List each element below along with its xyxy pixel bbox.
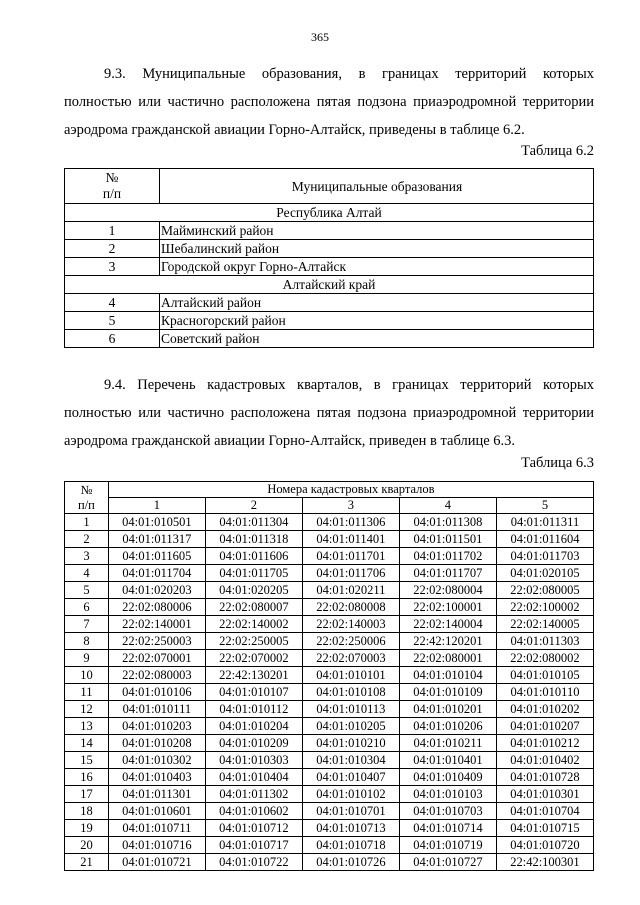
cadastral-number-cell: 04:01:011302 bbox=[205, 786, 302, 803]
cadastral-number-cell: 04:01:010303 bbox=[205, 752, 302, 769]
cadastral-number-cell: 04:01:010712 bbox=[205, 820, 302, 837]
cadastral-number-cell: 04:01:010108 bbox=[302, 684, 399, 701]
paragraph-line: полностью или частично расположена пятая подзона приаэродромной территории bbox=[64, 94, 594, 110]
cadastral-number-cell: 22:02:080005 bbox=[496, 582, 593, 599]
cadastral-number-cell: 22:02:080007 bbox=[205, 599, 302, 616]
municipality-name-cell: Шебалинский район bbox=[160, 240, 594, 258]
row-number-cell: 3 bbox=[65, 258, 160, 276]
cadastral-number-cell: 04:01:010109 bbox=[399, 684, 496, 701]
cadastral-number-cell: 04:01:011301 bbox=[108, 786, 205, 803]
cadastral-quarters-table bbox=[64, 481, 594, 871]
cadastral-number-cell: 04:01:010212 bbox=[496, 735, 593, 752]
table-row bbox=[65, 803, 594, 820]
cadastral-number-cell: 04:01:011704 bbox=[108, 565, 205, 582]
table-row bbox=[65, 582, 594, 599]
municipality-name-cell: Алтайский район bbox=[160, 294, 594, 312]
municipalities-table bbox=[64, 168, 594, 348]
section-9-3-paragraph bbox=[64, 60, 594, 144]
row-number-cell: 2 bbox=[65, 240, 160, 258]
row-number-cell: 14 bbox=[65, 735, 109, 752]
cadastral-number-cell: 04:01:010717 bbox=[205, 837, 302, 854]
row-number-cell: 4 bbox=[65, 565, 109, 582]
row-number-cell: 9 bbox=[65, 650, 109, 667]
cadastral-number-cell: 04:01:010727 bbox=[399, 854, 496, 871]
cadastral-number-cell: 04:01:011317 bbox=[108, 531, 205, 548]
cadastral-number-cell: 22:02:250006 bbox=[302, 633, 399, 650]
table-row bbox=[65, 718, 594, 735]
row-number-cell: 17 bbox=[65, 786, 109, 803]
row-number-cell: 1 bbox=[65, 514, 109, 531]
cadastral-number-cell: 22:02:100002 bbox=[496, 599, 593, 616]
cadastral-number-cell: 04:01:010102 bbox=[302, 786, 399, 803]
cadastral-number-cell: 04:01:010104 bbox=[399, 667, 496, 684]
region-cell: Республика Алтай bbox=[65, 204, 594, 222]
table-row bbox=[65, 330, 594, 348]
table-row bbox=[65, 854, 594, 871]
cadastral-number-cell: 04:01:011501 bbox=[399, 531, 496, 548]
cadastral-number-cell: 04:01:010206 bbox=[399, 718, 496, 735]
cadastral-number-cell: 22:42:100301 bbox=[496, 854, 593, 871]
row-number-cell: 1 bbox=[65, 222, 160, 240]
cadastral-number-cell: 04:01:011303 bbox=[496, 633, 593, 650]
section-9-4-paragraph bbox=[64, 371, 594, 455]
cadastral-number-cell: 04:01:020211 bbox=[302, 582, 399, 599]
row-number-cell: 6 bbox=[65, 599, 109, 616]
municipality-name-cell: Красногорский район bbox=[160, 312, 594, 330]
cadastral-number-cell: 04:01:010301 bbox=[496, 786, 593, 803]
paragraph-line: аэродрома гражданской авиации Горно-Алтайск, приведен в таблице 6.3. bbox=[64, 433, 516, 449]
cadastral-number-cell: 22:02:140005 bbox=[496, 616, 593, 633]
cadastral-number-cell: 04:01:010204 bbox=[205, 718, 302, 735]
paragraph-line: 9.4. Перечень кадастровых кварталов, в границах территорий которых bbox=[104, 377, 594, 393]
table-row bbox=[65, 667, 594, 684]
cadastral-number-cell: 04:01:010201 bbox=[399, 701, 496, 718]
cadastral-number-cell: 04:01:011401 bbox=[302, 531, 399, 548]
cadastral-number-cell: 22:02:080008 bbox=[302, 599, 399, 616]
row-number-cell: 15 bbox=[65, 752, 109, 769]
paragraph-line: полностью или частично расположена пятая подзона приаэродромной территории bbox=[64, 405, 594, 421]
cadastral-number-cell: 22:02:140001 bbox=[108, 616, 205, 633]
table-row bbox=[65, 548, 594, 565]
column-number-cell: 5 bbox=[496, 498, 593, 514]
cadastral-number-cell: 04:01:010404 bbox=[205, 769, 302, 786]
cadastral-number-cell: 22:02:070003 bbox=[302, 650, 399, 667]
table-row bbox=[65, 599, 594, 616]
cadastral-number-cell: 04:01:010722 bbox=[205, 854, 302, 871]
cadastral-number-cell: 04:01:010207 bbox=[496, 718, 593, 735]
table-row bbox=[65, 258, 594, 276]
table-row bbox=[65, 616, 594, 633]
cadastral-number-cell: 04:01:011701 bbox=[302, 548, 399, 565]
cadastral-number-cell: 04:01:011706 bbox=[302, 565, 399, 582]
cadastral-number-cell: 22:42:130201 bbox=[205, 667, 302, 684]
column-number-row bbox=[65, 498, 594, 514]
table-header-row bbox=[65, 169, 594, 204]
table-row bbox=[65, 735, 594, 752]
table-row bbox=[65, 769, 594, 786]
table-row bbox=[65, 240, 594, 258]
cadastral-number-cell: 04:01:010720 bbox=[496, 837, 593, 854]
cadastral-number-cell: 04:01:010111 bbox=[108, 701, 205, 718]
cadastral-number-cell: 04:01:011604 bbox=[496, 531, 593, 548]
header-title-cell: Номера кадастровых кварталов bbox=[108, 482, 593, 498]
table-row bbox=[65, 786, 594, 803]
cadastral-number-cell: 04:01:010728 bbox=[496, 769, 593, 786]
column-number-cell: 4 bbox=[399, 498, 496, 514]
page-number: 365 bbox=[311, 30, 329, 44]
row-number-cell: 4 bbox=[65, 294, 160, 312]
row-number-cell: 8 bbox=[65, 633, 109, 650]
table-header-row bbox=[65, 482, 594, 498]
table-row bbox=[65, 752, 594, 769]
cadastral-number-cell: 04:01:010210 bbox=[302, 735, 399, 752]
row-number-cell: 10 bbox=[65, 667, 109, 684]
row-number-cell: 2 bbox=[65, 531, 109, 548]
cadastral-number-cell: 04:01:010407 bbox=[302, 769, 399, 786]
cadastral-number-cell: 04:01:010711 bbox=[108, 820, 205, 837]
row-number-cell: 20 bbox=[65, 837, 109, 854]
cadastral-number-cell: 04:01:010601 bbox=[108, 803, 205, 820]
cadastral-number-cell: 04:01:010716 bbox=[108, 837, 205, 854]
cadastral-number-cell: 04:01:010101 bbox=[302, 667, 399, 684]
cadastral-number-cell: 04:01:011605 bbox=[108, 548, 205, 565]
cadastral-number-cell: 04:01:020205 bbox=[205, 582, 302, 599]
table-row bbox=[65, 312, 594, 330]
table-6-3-caption: Таблица 6.3 bbox=[521, 455, 594, 471]
cadastral-number-cell: 22:02:080004 bbox=[399, 582, 496, 599]
cadastral-number-cell: 04:01:010103 bbox=[399, 786, 496, 803]
table-row bbox=[65, 837, 594, 854]
cadastral-number-cell: 22:02:080006 bbox=[108, 599, 205, 616]
cadastral-number-cell: 04:01:011703 bbox=[496, 548, 593, 565]
cadastral-number-cell: 22:02:250003 bbox=[108, 633, 205, 650]
row-number-cell: 3 bbox=[65, 548, 109, 565]
row-number-cell: 21 bbox=[65, 854, 109, 871]
table-row bbox=[65, 294, 594, 312]
cadastral-number-cell: 04:01:010211 bbox=[399, 735, 496, 752]
cadastral-number-cell: 04:01:020105 bbox=[496, 565, 593, 582]
header-name-cell: Муниципальные образования bbox=[160, 169, 594, 204]
table-row bbox=[65, 633, 594, 650]
cadastral-number-cell: 22:02:080001 bbox=[399, 650, 496, 667]
cadastral-number-cell: 04:01:010715 bbox=[496, 820, 593, 837]
cadastral-number-cell: 22:42:120201 bbox=[399, 633, 496, 650]
cadastral-number-cell: 04:01:010703 bbox=[399, 803, 496, 820]
cadastral-number-cell: 22:02:080003 bbox=[108, 667, 205, 684]
cadastral-number-cell: 22:02:250005 bbox=[205, 633, 302, 650]
cadastral-number-cell: 04:01:010304 bbox=[302, 752, 399, 769]
cadastral-number-cell: 04:01:010113 bbox=[302, 701, 399, 718]
cadastral-number-cell: 04:01:011318 bbox=[205, 531, 302, 548]
cadastral-number-cell: 04:01:010402 bbox=[496, 752, 593, 769]
cadastral-number-cell: 04:01:010205 bbox=[302, 718, 399, 735]
cadastral-number-cell: 04:01:010718 bbox=[302, 837, 399, 854]
cadastral-number-cell: 22:02:140003 bbox=[302, 616, 399, 633]
region-row bbox=[65, 204, 594, 222]
cadastral-number-cell: 04:01:010202 bbox=[496, 701, 593, 718]
cadastral-number-cell: 22:02:140002 bbox=[205, 616, 302, 633]
row-number-cell: 13 bbox=[65, 718, 109, 735]
cadastral-number-cell: 04:01:010110 bbox=[496, 684, 593, 701]
cadastral-number-cell: 04:01:010203 bbox=[108, 718, 205, 735]
cadastral-number-cell: 04:01:010106 bbox=[108, 684, 205, 701]
cadastral-number-cell: 04:01:010401 bbox=[399, 752, 496, 769]
cadastral-number-cell: 04:01:010704 bbox=[496, 803, 593, 820]
table-row bbox=[65, 565, 594, 582]
table-row bbox=[65, 650, 594, 667]
header-number-cell: № п/п bbox=[65, 169, 160, 204]
region-row bbox=[65, 276, 594, 294]
cadastral-number-cell: 22:02:100001 bbox=[399, 599, 496, 616]
cadastral-number-cell: 04:01:010403 bbox=[108, 769, 205, 786]
cadastral-number-cell: 04:01:011308 bbox=[399, 514, 496, 531]
row-number-cell: 12 bbox=[65, 701, 109, 718]
table-6-2-caption: Таблица 6.2 bbox=[521, 143, 594, 159]
cadastral-number-cell: 04:01:010721 bbox=[108, 854, 205, 871]
cadastral-number-cell: 04:01:010714 bbox=[399, 820, 496, 837]
row-number-cell: 19 bbox=[65, 820, 109, 837]
cadastral-number-cell: 04:01:010105 bbox=[496, 667, 593, 684]
row-number-cell: 6 bbox=[65, 330, 160, 348]
cadastral-number-cell: 04:01:010107 bbox=[205, 684, 302, 701]
row-number-cell: 18 bbox=[65, 803, 109, 820]
cadastral-number-cell: 04:01:010112 bbox=[205, 701, 302, 718]
cadastral-number-cell: 04:01:010726 bbox=[302, 854, 399, 871]
cadastral-number-cell: 04:01:010719 bbox=[399, 837, 496, 854]
table-row bbox=[65, 684, 594, 701]
cadastral-number-cell: 04:01:020203 bbox=[108, 582, 205, 599]
row-number-cell: 11 bbox=[65, 684, 109, 701]
municipality-name-cell: Советский район bbox=[160, 330, 594, 348]
cadastral-number-cell: 04:01:011705 bbox=[205, 565, 302, 582]
table-row bbox=[65, 514, 594, 531]
cadastral-number-cell: 04:01:011606 bbox=[205, 548, 302, 565]
municipality-name-cell: Майминский район bbox=[160, 222, 594, 240]
cadastral-number-cell: 04:01:011304 bbox=[205, 514, 302, 531]
cadastral-number-cell: 04:01:010501 bbox=[108, 514, 205, 531]
cadastral-number-cell: 04:01:010701 bbox=[302, 803, 399, 820]
column-number-cell: 3 bbox=[302, 498, 399, 514]
cadastral-number-cell: 04:01:011306 bbox=[302, 514, 399, 531]
cadastral-number-cell: 04:01:011707 bbox=[399, 565, 496, 582]
cadastral-number-cell: 04:01:011702 bbox=[399, 548, 496, 565]
cadastral-number-cell: 04:01:010713 bbox=[302, 820, 399, 837]
cadastral-number-cell: 22:02:080002 bbox=[496, 650, 593, 667]
row-number-cell: 7 bbox=[65, 616, 109, 633]
row-number-cell: 16 bbox=[65, 769, 109, 786]
paragraph-line: аэродрома гражданской авиации Горно-Алтайск, приведены в таблице 6.2. bbox=[64, 122, 525, 138]
header-number-cell: № п/п bbox=[65, 482, 109, 514]
cadastral-number-cell: 04:01:010602 bbox=[205, 803, 302, 820]
cadastral-number-cell: 22:02:140004 bbox=[399, 616, 496, 633]
cadastral-number-cell: 04:01:010302 bbox=[108, 752, 205, 769]
table-row bbox=[65, 820, 594, 837]
row-number-cell: 5 bbox=[65, 582, 109, 599]
column-number-cell: 1 bbox=[108, 498, 205, 514]
paragraph-line: 9.3. Муниципальные образования, в границах территорий которых bbox=[104, 66, 594, 82]
table-row bbox=[65, 222, 594, 240]
column-number-cell: 2 bbox=[205, 498, 302, 514]
cadastral-number-cell: 04:01:010209 bbox=[205, 735, 302, 752]
table-row bbox=[65, 531, 594, 548]
region-cell: Алтайский край bbox=[65, 276, 594, 294]
cadastral-number-cell: 04:01:010409 bbox=[399, 769, 496, 786]
cadastral-number-cell: 22:02:070001 bbox=[108, 650, 205, 667]
table-row bbox=[65, 701, 594, 718]
cadastral-number-cell: 22:02:070002 bbox=[205, 650, 302, 667]
municipality-name-cell: Городской округ Горно-Алтайск bbox=[160, 258, 594, 276]
cadastral-number-cell: 04:01:011311 bbox=[496, 514, 593, 531]
cadastral-number-cell: 04:01:010208 bbox=[108, 735, 205, 752]
row-number-cell: 5 bbox=[65, 312, 160, 330]
